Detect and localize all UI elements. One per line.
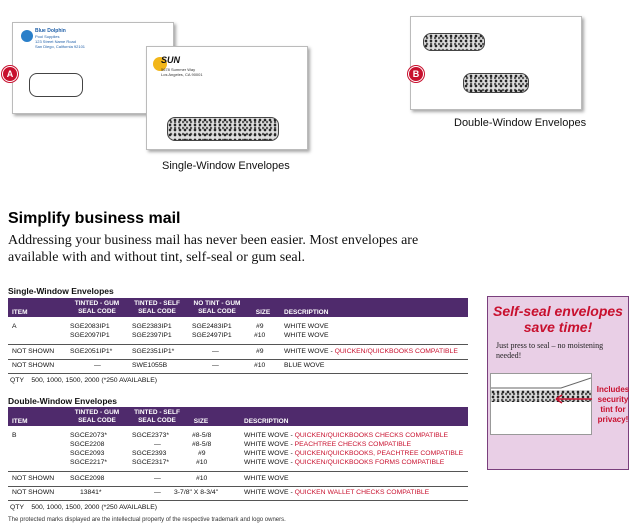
promo-title: Self-seal envelopes save time! <box>493 303 623 335</box>
intro-text: Addressing your business mail has never been easier. Most envelopes are available with and without tint, self-seal or gum seal. <box>8 233 419 265</box>
tinted-window <box>167 117 279 141</box>
tinted-window-top <box>423 33 485 51</box>
single-window-caption: Single-Window Envelopes <box>162 160 290 172</box>
double-table-title: Double-Window Envelopes <box>8 396 118 406</box>
row-divider <box>8 471 468 472</box>
single-qty: QTY 500, 1000, 1500, 2000 (*250 AVAILABLE) <box>10 377 157 384</box>
col-tinted-gum: TINTED - GUM SEAL CODE <box>74 409 120 424</box>
col-tinted-self: TINTED - SELF SEAL CODE <box>134 409 180 424</box>
col-item: ITEM <box>12 309 28 316</box>
dolphin-logo <box>21 30 33 42</box>
col-item: ITEM <box>12 418 28 425</box>
self-seal-promo <box>487 296 629 470</box>
address-window <box>29 73 83 97</box>
double-qty: QTY 500, 1000, 1500, 2000 (*250 AVAILABLE) <box>10 504 157 511</box>
marker-b: B <box>408 66 424 82</box>
row-divider <box>8 344 468 345</box>
double-window-caption: Double-Window Envelopes <box>454 117 587 129</box>
tinted-window-bottom <box>463 73 529 93</box>
col-description: DESCRIPTION <box>244 418 289 425</box>
promo-subtitle: Just press to seal – no moistening needed! <box>496 341 604 360</box>
row-divider <box>8 373 468 374</box>
sun-logo-text: SUN <box>161 55 181 65</box>
sender-address-sun: 5678 Summer Way Los Angeles, CA 90001 <box>161 67 203 77</box>
col-description: DESCRIPTION <box>284 309 329 316</box>
sender-address-a: Blue Dolphin Pool Supplies 123 Street Name Road San Diego, California 92101 <box>35 28 86 49</box>
trademark-footnote: The protected marks displayed are the intellectual property of the respective trademark and logo owners. <box>8 517 286 523</box>
envelope-single-window <box>146 46 308 150</box>
page-title: Simplify business mail <box>8 210 181 227</box>
row-divider <box>8 486 468 487</box>
promo-note: Includes security tint for privacy! <box>596 385 630 424</box>
envelope-double-window <box>410 16 582 110</box>
col-tinted-self: TINTED - SELF SEAL CODE <box>134 300 180 315</box>
single-table-header <box>8 298 468 317</box>
col-no-tint-gum: NO TINT - GUM SEAL CODE <box>193 300 241 315</box>
col-tinted-gum: TINTED - GUM SEAL CODE <box>74 300 120 315</box>
single-table-title: Single-Window Envelopes <box>8 286 114 296</box>
arrow-icon <box>552 393 594 405</box>
double-table-header <box>8 407 468 426</box>
col-size: SIZE <box>255 309 271 316</box>
row-divider <box>8 359 468 360</box>
row-divider <box>8 500 468 501</box>
col-size: SIZE <box>193 418 209 425</box>
marker-a: A <box>2 66 18 82</box>
